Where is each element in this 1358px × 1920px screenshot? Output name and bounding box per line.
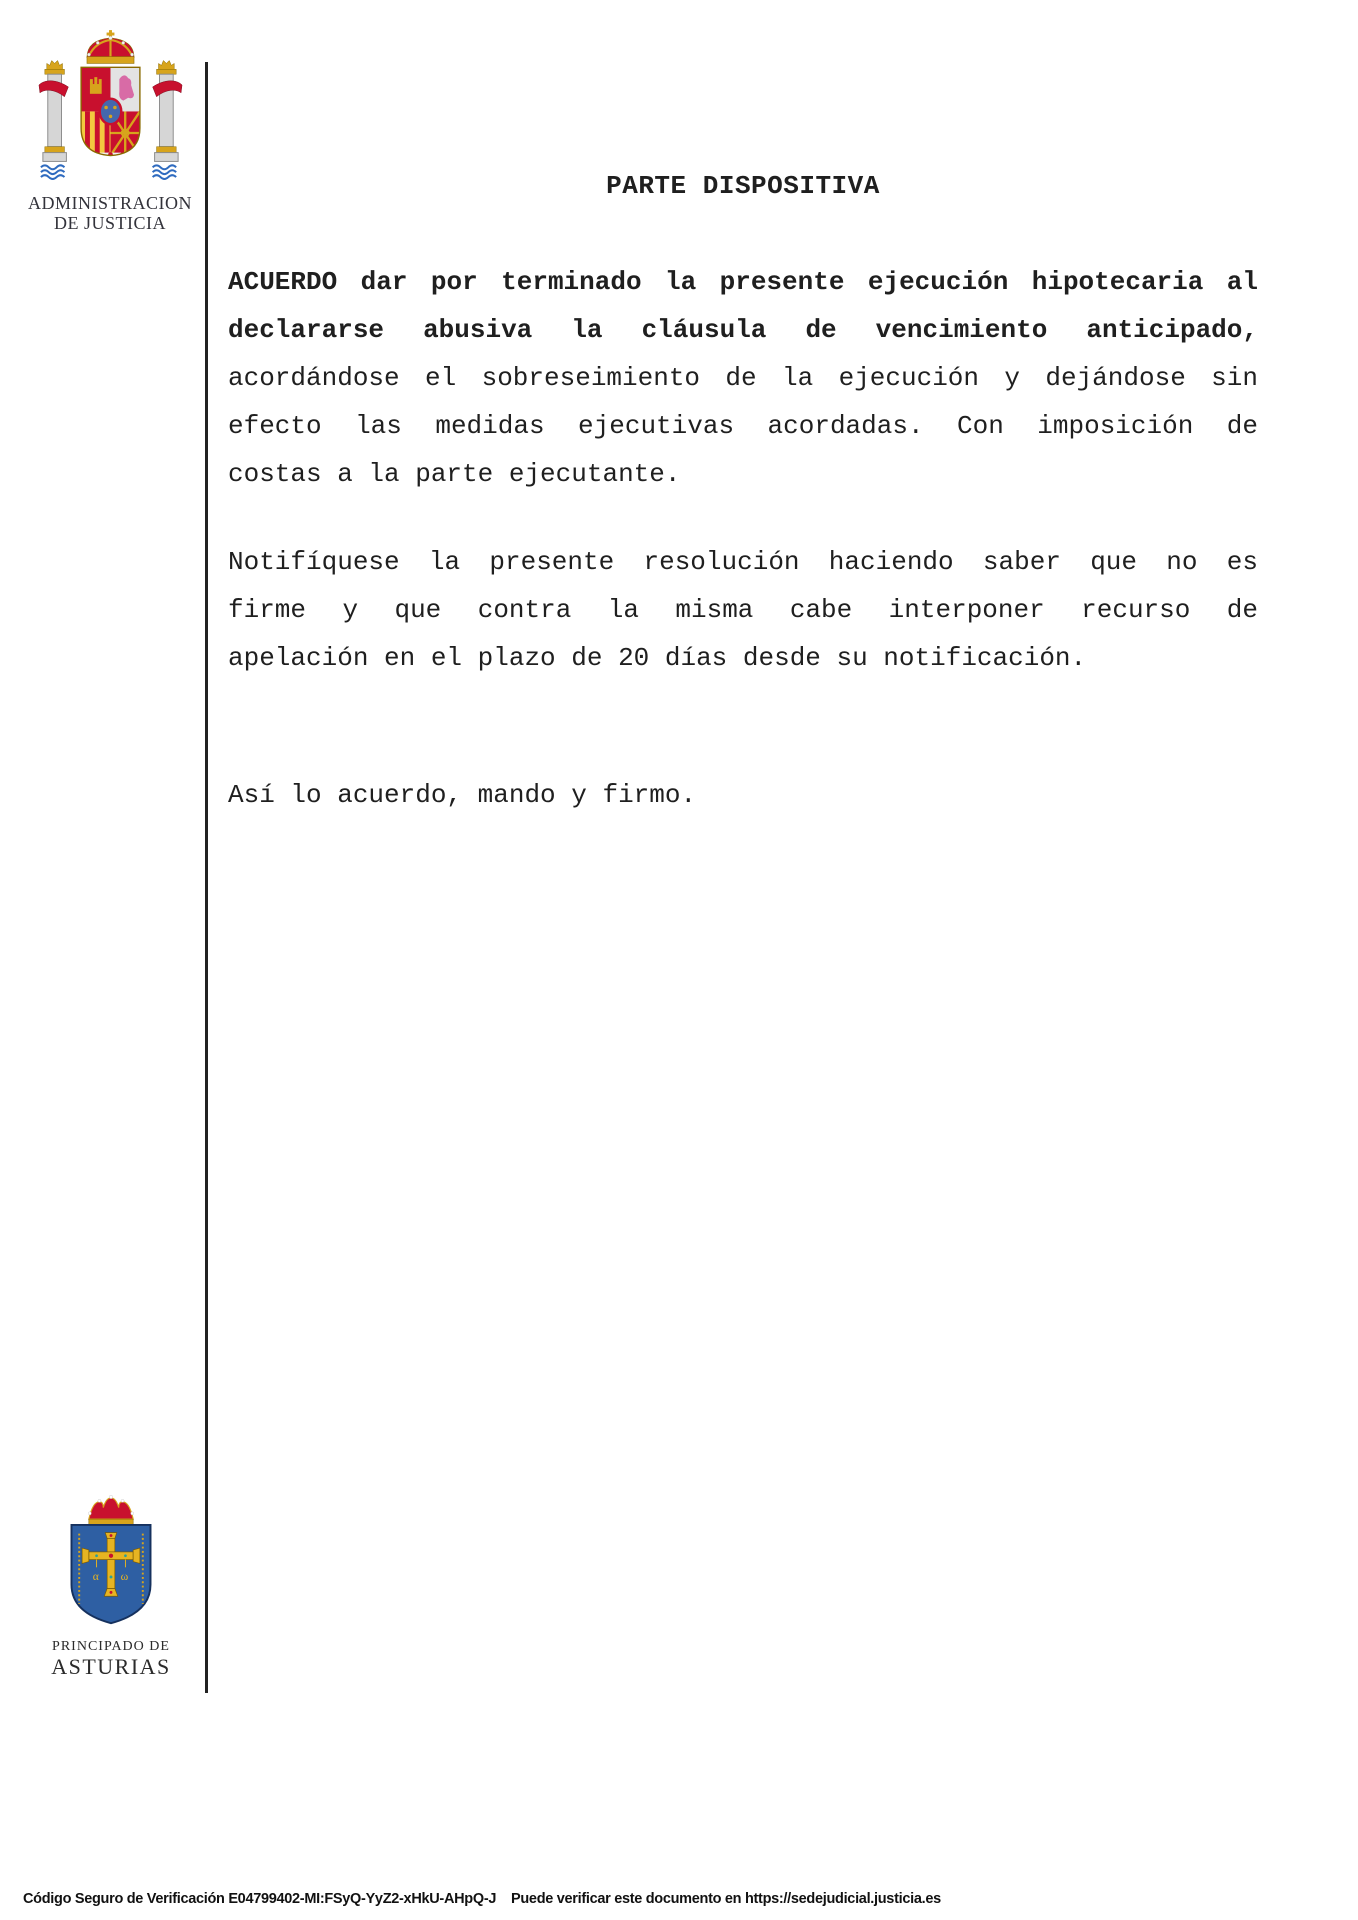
- asturias-caption-line1: PRINCIPADO DE: [52, 1639, 170, 1654]
- svg-text:ω: ω: [120, 1569, 129, 1583]
- emblem-caption-line1: ADMINISTRACION: [28, 193, 192, 213]
- margin-divider-line: [205, 62, 208, 1693]
- paragraph-notification: [228, 538, 1258, 682]
- body-line: Notifíquese la presente resolución haciendo saber que no es: [228, 547, 1258, 577]
- asturias-coat-of-arms-icon: [58, 1490, 164, 1635]
- secure-verification-code: Código Seguro de Verificación E04799402-MI:FSyQ-YyZ2-xHkU-AHpQ-J: [23, 1891, 497, 1907]
- body-line: costas a la parte ejecutante.: [228, 459, 681, 489]
- administracion-justicia-emblem: [25, 28, 195, 233]
- body-line: apelación en el plazo de 20 días desde su notificación.: [228, 643, 1087, 673]
- principado-asturias-emblem: [31, 1490, 191, 1679]
- asturias-caption-line2: ASTURIAS: [51, 1654, 171, 1679]
- paragraph-resolution: [228, 258, 1258, 498]
- emblem-caption-line2: DE JUSTICIA: [54, 213, 166, 233]
- paragraph-signature: [228, 771, 1258, 819]
- spain-coat-of-arms-icon: [37, 28, 184, 190]
- emblem-caption: [25, 193, 195, 233]
- verification-footer: [0, 1891, 1358, 1915]
- section-title: PARTE DISPOSITIVA: [606, 171, 880, 201]
- body-line: ACUERDO dar por terminado la presente ejecución hipotecaria al: [228, 267, 1258, 297]
- verification-url-text: Puede verificar este documento en https://sedejudicial.justicia.es: [511, 1891, 941, 1907]
- body-line: Así lo acuerdo, mando y firmo.: [228, 780, 697, 810]
- body-line: acordándose el sobreseimiento de la ejecución y dejándose sin: [228, 363, 1258, 393]
- body-line: firme y que contra la misma cabe interponer recurso de: [228, 595, 1258, 625]
- body-line: efecto las medidas ejecutivas acordadas. Con imposición de: [228, 411, 1258, 441]
- svg-text:α: α: [92, 1569, 99, 1583]
- body-line: declararse abusiva la cláusula de vencimiento anticipado,: [228, 315, 1258, 345]
